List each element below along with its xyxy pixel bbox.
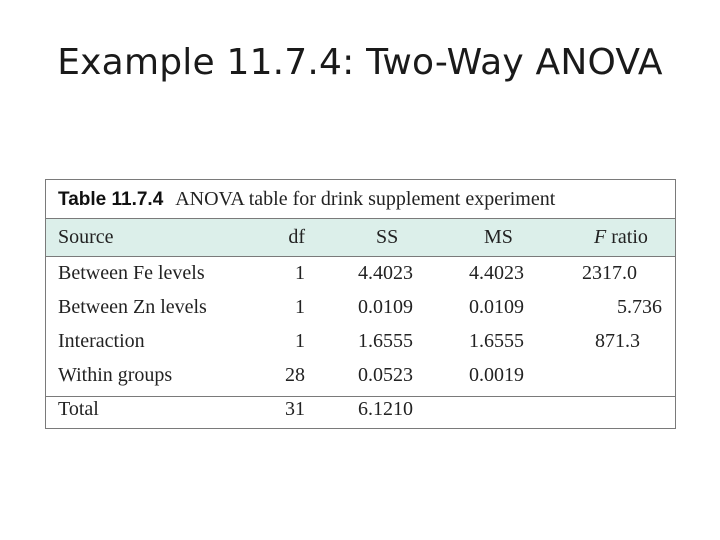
row-ss: 4.4023	[358, 262, 413, 284]
row-source: Between Fe levels	[58, 262, 205, 284]
anova-table	[45, 179, 676, 429]
row-f-ratio: 5.736	[617, 296, 662, 318]
row-source: Between Zn levels	[58, 296, 207, 318]
row-f-ratio: 871.3	[595, 330, 640, 352]
row-f-ratio: 2317.0	[582, 262, 637, 284]
total-df: 31	[285, 398, 305, 420]
header-ms: MS	[484, 226, 513, 248]
header-source: Source	[58, 226, 114, 248]
row-df: 1	[295, 330, 305, 352]
header-f-word: ratio	[606, 226, 648, 248]
row-ss: 0.0109	[358, 296, 413, 318]
row-source: Interaction	[58, 330, 145, 352]
row-ss: 1.6555	[358, 330, 413, 352]
total-source: Total	[58, 398, 99, 420]
table-caption	[58, 188, 555, 211]
row-ss: 0.0523	[358, 364, 413, 386]
header-ss: SS	[376, 226, 399, 248]
table-caption-text: ANOVA table for drink supplement experiment	[175, 188, 556, 210]
row-df: 1	[295, 262, 305, 284]
row-ms: 0.0019	[469, 364, 524, 386]
row-source: Within groups	[58, 364, 173, 386]
slide-title: Example 11.7.4: Two-Way ANOVA	[57, 42, 663, 83]
row-ms: 1.6555	[469, 330, 524, 352]
table-header-row	[46, 218, 675, 257]
row-ms: 0.0109	[469, 296, 524, 318]
header-f-ratio	[594, 225, 648, 249]
row-ms: 4.4023	[469, 262, 524, 284]
header-f-symbol: F	[594, 226, 607, 248]
table-label: Table 11.7.4	[58, 189, 164, 210]
total-ss: 6.1210	[358, 398, 413, 420]
row-df: 28	[285, 364, 305, 386]
row-df: 1	[295, 296, 305, 318]
header-df: df	[288, 226, 305, 248]
